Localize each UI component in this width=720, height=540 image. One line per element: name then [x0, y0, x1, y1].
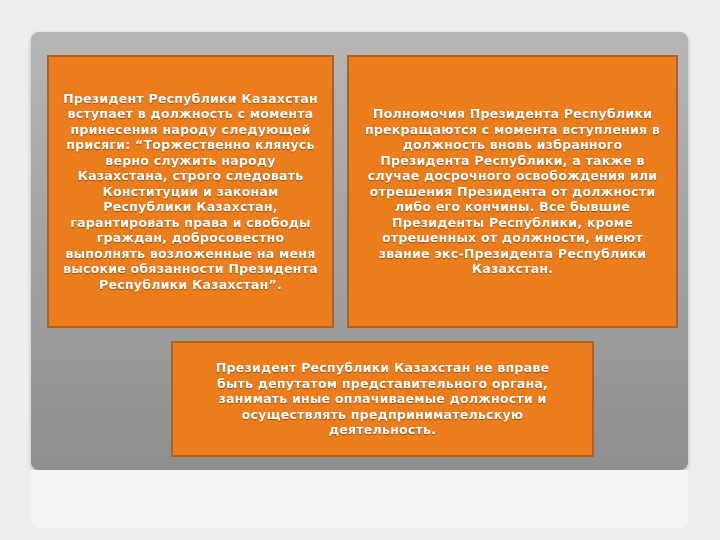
- oath-text-box: [47, 55, 334, 328]
- restrictions-text: Президент Республики Казахстан не вправе быть депутатом представительного органа, занимать иные оплачиваемые должности и осуществлять предпринимательскую деятельность.: [215, 360, 550, 438]
- termination-text-box: [347, 55, 678, 328]
- termination-text: Полномочия Президента Республики прекращаются с момента вступления в должность вновь избранного Президента Республики, а также в случае досрочного освобождения или отрешения Президента от должности либо его кончины. Все бывшие Президенты Республики, кроме отрешенных от должности, имеют звание экс-Президента Республики Казахстан.: [364, 106, 661, 277]
- oath-text: Президент Республики Казахстан вступает в должность с момента принесения народу следующей присяги: “Торжественно клянусь верно служить народу Казахстана, строго следовать Конституции и законам Республики Казахстан, гарантировать права и свободы граждан, добросовестно выполнять возложенные на меня высокие обязанности Президента Республики Казахстан”.: [63, 90, 318, 292]
- slide-footer-area: [31, 470, 688, 528]
- restrictions-text-box: [171, 341, 594, 457]
